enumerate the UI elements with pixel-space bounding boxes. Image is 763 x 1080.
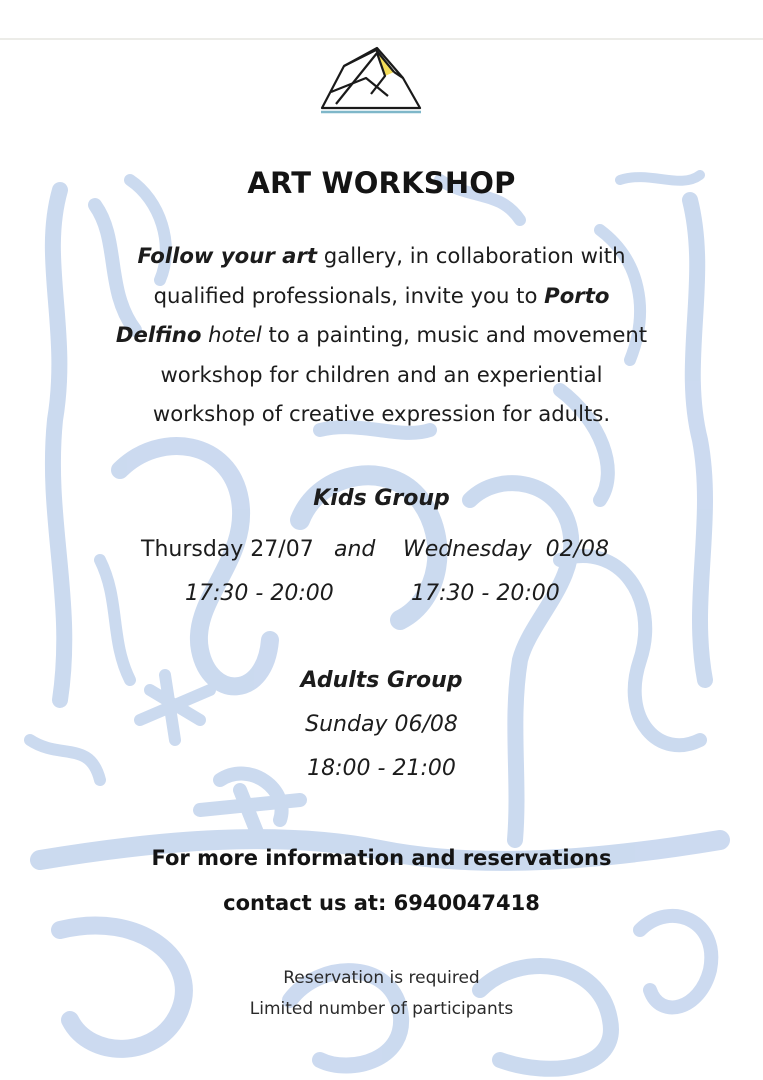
adults-group-heading: Adults Group (300, 668, 463, 693)
intro-line: workshop of creative expression for adults. (152, 401, 611, 426)
intro-text: gallery, in collaboration with (317, 243, 626, 268)
hotel-name-part: Delfino (115, 322, 202, 347)
adults-time: 18:00 - 21:00 (307, 756, 456, 781)
intro-line: workshop for children and an experiential (160, 361, 603, 387)
adults-day: Sunday 06/08 (305, 712, 458, 737)
gallery-name: Follow your art (137, 243, 318, 268)
intro-line (0, 315, 763, 355)
kids-day-1: Thursday 27/07 (141, 537, 314, 562)
contact-info-line: For more information and reservations (151, 846, 612, 870)
gallery-mountain-logo (319, 44, 425, 116)
kids-group-heading: Kids Group (313, 486, 450, 511)
intro-text: to a painting, music and movement (261, 322, 648, 347)
intro-text: qualified professionals, invite you to (153, 282, 545, 308)
kids-day-2: Wednesday 02/08 (403, 537, 610, 562)
intro-line (0, 236, 763, 276)
kids-and: and (334, 537, 376, 562)
intro-line (0, 276, 763, 316)
hotel-word: hotel (201, 322, 262, 347)
reservation-required-note: Reservation is required (283, 968, 480, 988)
page-title: ART WORKSHOP (247, 166, 516, 200)
hotel-name-part: Porto (544, 282, 610, 308)
limited-participants-note: Limited number of participants (249, 999, 514, 1019)
contact-phone-line: contact us at: 6940047418 (223, 891, 540, 915)
kids-time-2: 17:30 - 20:00 (411, 581, 560, 606)
kids-time-1: 17:30 - 20:00 (185, 581, 334, 606)
intro-paragraph (0, 236, 763, 434)
kids-schedule (0, 537, 763, 617)
